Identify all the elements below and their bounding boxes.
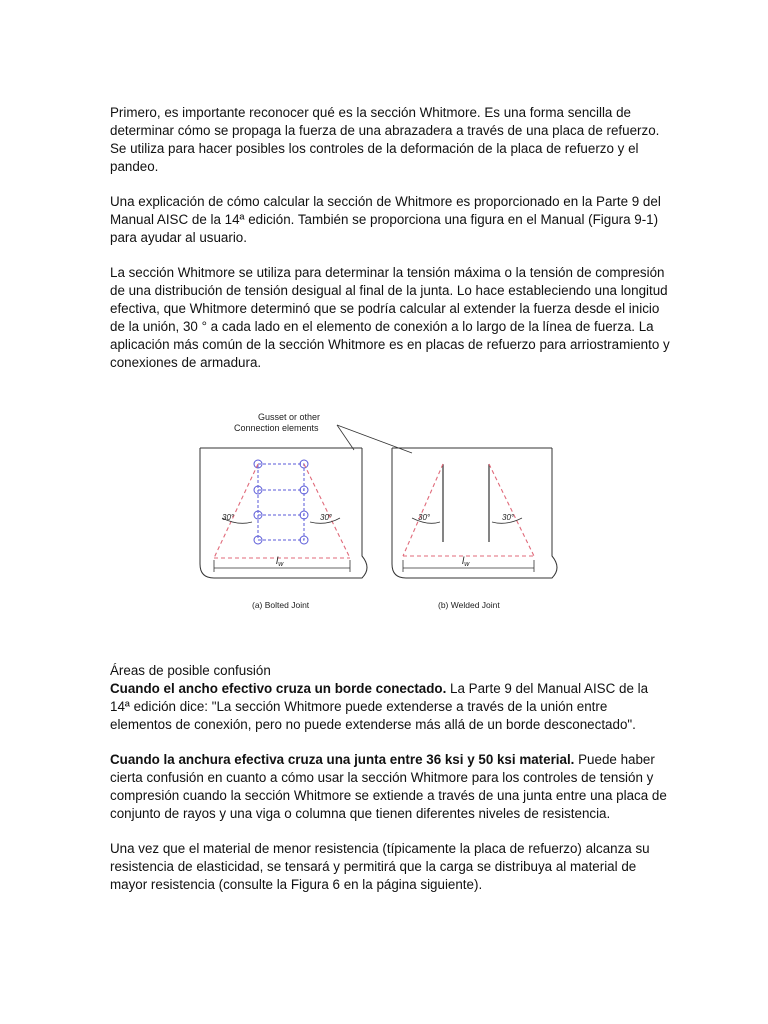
confusion-item-1 (110, 680, 670, 734)
whitmore-figure (100, 398, 680, 618)
section-heading: Áreas de posible confusión (110, 663, 271, 678)
item-2-body: Puede haber cierta confusión en cuanto a cómo usar la sección Whitmore para los controles de tensión y compresión cuando la sección Whitmore se extiende a través de una junta entre una placa de conjunto de rayos y una viga o columna que tienen diferentes niveles de resistencia. (110, 752, 667, 821)
caption-bolted: (a) Bolted Joint (252, 600, 310, 610)
confusion-item-2 (110, 751, 670, 823)
caption-welded: (b) Welded Joint (438, 600, 500, 610)
paragraph-1: Primero, es importante reconocer qué es la sección Whitmore. Es una forma sencilla de determinar cómo se propaga la fuerza de una abrazadera a través de una placa de refuerzo. Se utiliza para hacer posibles los controles de la deformación de la placa de refuerzo y el pandeo. (110, 105, 660, 174)
callout-leader-a (337, 425, 354, 450)
item-1-body: La Parte 9 del Manual AISC de la 14ª edición dice: "La sección Whitmore puede extenderse a través de la unión entre elementos de conexión, pero no puede extenderse más allá de un borde desconectado". (110, 681, 649, 732)
callout-label-2: Connection elements (234, 423, 319, 433)
confusion-item-3: Una vez que el material de menor resistencia (típicamente la placa de refuerzo) alcanza su resistencia de elasticidad, se tensará y permitirá que la carga se distribuya al material de mayor resistencia (consulte la Figura 6 en la página siguiente). (110, 841, 650, 892)
document-page (110, 104, 670, 911)
angle-label-left-a: 30° (222, 513, 235, 522)
callout-label-1: Gusset or other (258, 412, 321, 422)
spread-line-left-b (403, 464, 443, 556)
bolt-grid-frame (258, 464, 304, 540)
angle-label-right-a: 30° (320, 513, 333, 522)
item-2-lead: Cuando la anchura efectiva cruza una junta entre 36 ksi y 50 ksi material. (110, 752, 575, 767)
paragraph-3: La sección Whitmore se utiliza para determinar la tensión máxima o la tensión de compresión de una distribución de tensión desigual al final de la junta. Lo hace estableciendo una longitud efectiva, que Whitmore determinó que se podría calcular al extender la fuerza desde el inicio de la unión, 30 ° a cada lado en el elemento de conexión a lo largo de la línea de fuerza. La aplicación más común de la sección Whitmore es en placas de refuerzo para arriostramiento y conexiones de armadura. (110, 265, 670, 370)
item-1-lead: Cuando el ancho efectivo cruza un borde conectado. (110, 681, 447, 696)
paragraph-2: Una explicación de cómo calcular la sección de Whitmore es proporcionado en la Parte 9 del Manual AISC de la 14ª edición. También se proporciona una figura en el Manual (Figura 9-1) para ayudar al usuario. (110, 194, 661, 245)
spread-line-right-a (304, 464, 350, 558)
confusion-section (110, 662, 670, 894)
plate-b-outline (392, 448, 557, 578)
angle-label-right-b: 30° (502, 513, 515, 522)
length-label-a: $l_w$ (276, 556, 284, 568)
spread-line-right-b (489, 464, 534, 556)
length-label-b: $l_w$ (462, 556, 470, 568)
callout-leader-b (337, 425, 412, 453)
spread-line-left-a (214, 464, 258, 558)
whitmore-diagram (100, 398, 680, 618)
bolt-pattern (254, 460, 308, 544)
angle-label-left-b: 30° (418, 513, 431, 522)
